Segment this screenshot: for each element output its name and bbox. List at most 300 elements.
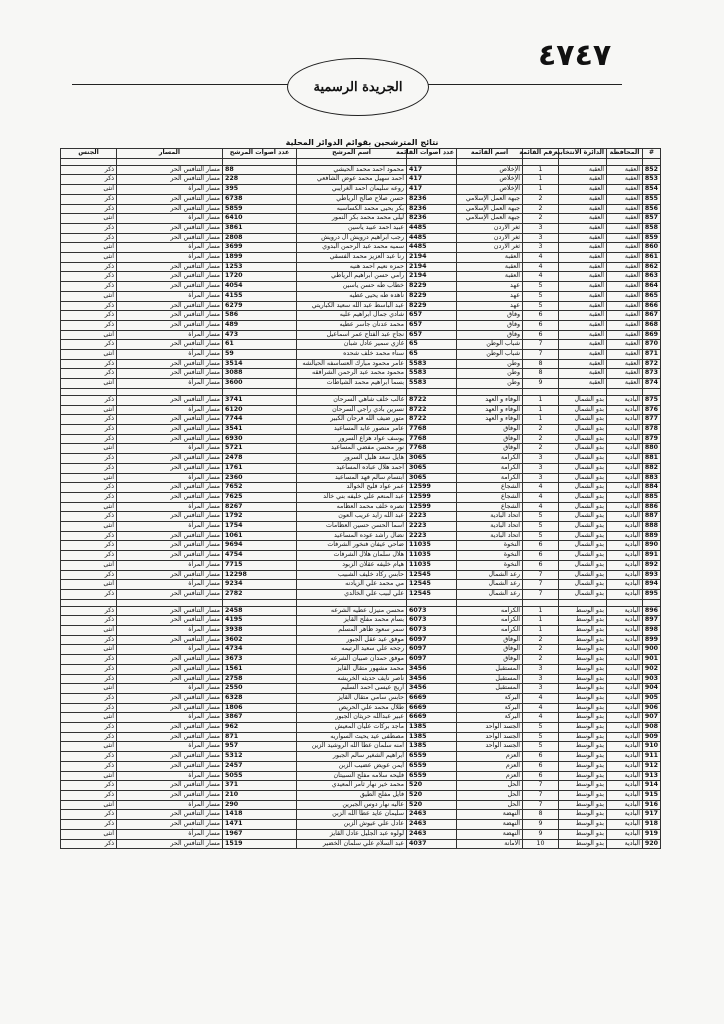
table-cell: الوفاق xyxy=(457,655,523,665)
table-cell: بدو الوسط xyxy=(559,781,607,791)
table-cell: مسار المرأة xyxy=(117,829,223,839)
table-cell: البادية xyxy=(607,839,643,849)
table-cell: بدو الشمال xyxy=(559,444,607,454)
table-row xyxy=(61,262,661,272)
table-cell: 657 xyxy=(407,320,457,330)
table-cell: 4 xyxy=(523,492,559,502)
table-cell: 884 xyxy=(643,483,661,493)
table-cell: 5 xyxy=(523,291,559,301)
table-cell: مسار التنافس الحر xyxy=(117,320,223,330)
table-cell: 7 xyxy=(523,791,559,801)
table-row xyxy=(61,405,661,415)
table-cell: 3938 xyxy=(223,626,297,636)
table-cell: ذكر xyxy=(61,424,117,434)
table-cell: روعه سليمان احمد الغرايبي xyxy=(297,185,407,195)
table-cell: انثى xyxy=(61,645,117,655)
table-cell: 3673 xyxy=(223,655,297,665)
table-cell: 6 xyxy=(523,560,559,570)
table-cell: 913 xyxy=(643,771,661,781)
table-cell: البادية xyxy=(607,502,643,512)
table-cell: البادية xyxy=(607,693,643,703)
table-cell: بدو الشمال xyxy=(559,405,607,415)
table-cell: مسار التنافس الحر xyxy=(117,395,223,405)
table-cell: 3065 xyxy=(407,473,457,483)
table-cell: 7 xyxy=(523,580,559,590)
table-cell: شادي جمال ابراهيم عليه xyxy=(297,311,407,321)
table-cell: 9694 xyxy=(223,541,297,551)
table-cell: مسار التنافس الحر xyxy=(117,839,223,849)
table-cell: 904 xyxy=(643,684,661,694)
table-cell: المستقبل xyxy=(457,684,523,694)
table-row xyxy=(61,444,661,454)
table-cell: 2758 xyxy=(223,674,297,684)
table-cell: 12599 xyxy=(407,483,457,493)
table-cell: البادية xyxy=(607,742,643,752)
table-cell: بدو الوسط xyxy=(559,761,607,771)
table-cell: مسار المرأة xyxy=(117,713,223,723)
table-cell: انثى xyxy=(61,379,117,389)
table-cell: العقبة xyxy=(559,340,607,350)
table-cell: الوفاق xyxy=(457,635,523,645)
table-cell: بدو الوسط xyxy=(559,655,607,665)
table-cell: 2463 xyxy=(407,829,457,839)
table-cell: فليحه سلامه مفلح السبيتان xyxy=(297,771,407,781)
table-cell: 3065 xyxy=(407,454,457,464)
table-cell: 8 xyxy=(523,359,559,369)
table-cell: انثى xyxy=(61,742,117,752)
table-cell: حابس سامي متقال القايز xyxy=(297,693,407,703)
table-cell: النهضة xyxy=(457,820,523,830)
table-cell: العقبة xyxy=(559,379,607,389)
table-cell: عامر منصور عابد المساعيد xyxy=(297,424,407,434)
table-cell: 889 xyxy=(643,531,661,541)
table-cell: 1385 xyxy=(407,723,457,733)
table-cell: 911 xyxy=(643,752,661,762)
table-cell: بسما ابراهيم محمد الشياطات xyxy=(297,379,407,389)
table-cell: 2782 xyxy=(223,589,297,599)
table-row xyxy=(61,684,661,694)
table-cell: 914 xyxy=(643,781,661,791)
table-cell: البادية xyxy=(607,492,643,502)
table-cell: 6 xyxy=(523,311,559,321)
table-cell: البادية xyxy=(607,761,643,771)
table-cell: ذكر xyxy=(61,175,117,185)
table-cell: ذكر xyxy=(61,395,117,405)
table-cell: مسار المرأة xyxy=(117,253,223,263)
table-cell: 2 xyxy=(523,194,559,204)
table-cell: 9 xyxy=(523,829,559,839)
table-cell: الوفاق xyxy=(457,424,523,434)
table-cell: 1561 xyxy=(223,664,297,674)
table-row xyxy=(61,541,661,551)
table-cell: 905 xyxy=(643,693,661,703)
table-cell: انثى xyxy=(61,522,117,532)
table-cell: انثى xyxy=(61,829,117,839)
table-cell: محسن منيزل عطيه الشرعه xyxy=(297,606,407,616)
table-cell: ضاحي عيفان فنخور الشرفات xyxy=(297,541,407,551)
table-cell: عبد الباسط عبد الله سعيد الكباريتي xyxy=(297,301,407,311)
table-cell: الوفاق xyxy=(457,434,523,444)
table-cell: البركة xyxy=(457,693,523,703)
table-row xyxy=(61,320,661,330)
table-cell: النهضة xyxy=(457,810,523,820)
table-cell: 228 xyxy=(223,175,297,185)
table-cell: الكرامه xyxy=(457,626,523,636)
table-cell: العقبة xyxy=(559,243,607,253)
table-row xyxy=(61,483,661,493)
table-cell: البركة xyxy=(457,703,523,713)
table-cell: ثغر الاردن xyxy=(457,243,523,253)
table-cell: نجاح عبد الفتاح عمر اسماعيل xyxy=(297,330,407,340)
table-row xyxy=(61,311,661,321)
table-cell: بدو الشمال xyxy=(559,502,607,512)
table-cell: ذكر xyxy=(61,839,117,849)
table-cell: البادية xyxy=(607,791,643,801)
table-cell: العقبة xyxy=(559,272,607,282)
table-cell: مي محمد علي الزيادنه xyxy=(297,580,407,590)
table-cell: 856 xyxy=(643,204,661,214)
table-cell: مسار المرأة xyxy=(117,473,223,483)
table-cell: 2 xyxy=(523,214,559,224)
table-cell: 3514 xyxy=(223,359,297,369)
table-cell: 857 xyxy=(643,214,661,224)
table-cell: رامي حسن ابراهيم الرياطي xyxy=(297,272,407,282)
table-cell: خطاب طه حسن ياسين xyxy=(297,282,407,292)
table-cell: 907 xyxy=(643,713,661,723)
table-cell: انثى xyxy=(61,502,117,512)
table-cell: 290 xyxy=(223,800,297,810)
table-cell: المستقبل xyxy=(457,674,523,684)
table-cell: 8229 xyxy=(407,282,457,292)
table-cell: مسار التنافس الحر xyxy=(117,369,223,379)
table-cell: 892 xyxy=(643,560,661,570)
table-cell: 9 xyxy=(523,820,559,830)
table-cell: 59 xyxy=(223,350,297,360)
table-cell: 4 xyxy=(523,253,559,263)
table-cell: 6559 xyxy=(407,752,457,762)
table-cell: العقبة xyxy=(607,185,643,195)
table-cell: عاليه نهار دوس الجبرين xyxy=(297,800,407,810)
table-cell: فايل مفلح الطيق xyxy=(297,791,407,801)
table-cell: 7768 xyxy=(407,444,457,454)
table-cell: ذكر xyxy=(61,693,117,703)
table-cell: 5055 xyxy=(223,771,297,781)
table-cell: 8236 xyxy=(407,194,457,204)
table-cell: العقبة xyxy=(607,330,643,340)
table-cell: مسار المرأة xyxy=(117,645,223,655)
table-cell: 3 xyxy=(523,684,559,694)
table-cell: ذكر xyxy=(61,723,117,733)
table-cell: الشجاع xyxy=(457,492,523,502)
table-cell: 5 xyxy=(523,531,559,541)
table-cell: رجب ابراهيم درويش ال درويش xyxy=(297,233,407,243)
gazette-masthead xyxy=(287,58,429,116)
table-cell: 2550 xyxy=(223,684,297,694)
table-row xyxy=(61,434,661,444)
table-cell: مسار المرأة xyxy=(117,243,223,253)
table-cell: مسار التنافس الحر xyxy=(117,655,223,665)
results-table xyxy=(60,148,661,849)
table-cell: 12298 xyxy=(223,570,297,580)
table-cell: 7 xyxy=(523,350,559,360)
table-cell: 3 xyxy=(523,243,559,253)
table-cell: 5 xyxy=(523,512,559,522)
table-cell: 5 xyxy=(523,732,559,742)
table-cell: انثى xyxy=(61,684,117,694)
table-cell: 900 xyxy=(643,645,661,655)
table-cell: مسار المرأة xyxy=(117,742,223,752)
table-cell: بدو الشمال xyxy=(559,463,607,473)
table-cell: 866 xyxy=(643,301,661,311)
table-cell: العقبة xyxy=(607,272,643,282)
table-cell: ابتسام سالم فهد المساعيد xyxy=(297,473,407,483)
table-cell: مسار التنافس الحر xyxy=(117,791,223,801)
table-cell: العقبة xyxy=(559,369,607,379)
table-cell: عبد السلام علي سلمان الخضير xyxy=(297,839,407,849)
table-cell: جبهة العمل الإسلامي xyxy=(457,194,523,204)
table-cell: ثغر الاردن xyxy=(457,223,523,233)
table-cell: العقبة xyxy=(559,311,607,321)
table-cell: المستقبل xyxy=(457,664,523,674)
table-cell: العقبة xyxy=(559,233,607,243)
table-row xyxy=(61,655,661,665)
table-cell: العقبة xyxy=(559,291,607,301)
table-cell: محمود احمد محمد الحيشي xyxy=(297,165,407,175)
table-cell: البادية xyxy=(607,483,643,493)
table-cell: ذكر xyxy=(61,655,117,665)
table-cell: مسار التنافس الحر xyxy=(117,551,223,561)
table-cell: نضال راشد عوده المساعيد xyxy=(297,531,407,541)
table-cell: محمود محمد عبد الرحمن الشرافقه xyxy=(297,369,407,379)
table-row xyxy=(61,165,661,175)
table-cell: العقبة xyxy=(559,253,607,263)
table-cell: العقبة xyxy=(607,262,643,272)
table-cell: ذكر xyxy=(61,589,117,599)
table-cell: العقبة xyxy=(559,359,607,369)
table-cell: 877 xyxy=(643,415,661,425)
table-row xyxy=(61,742,661,752)
table-cell: 6669 xyxy=(407,703,457,713)
table-row xyxy=(61,359,661,369)
table-cell: عبد المنعم علي خليفه بني خالد xyxy=(297,492,407,502)
table-cell: 2458 xyxy=(223,606,297,616)
table-cell: العقبة xyxy=(457,272,523,282)
table-row xyxy=(61,194,661,204)
table-cell: 8 xyxy=(523,810,559,820)
table-cell: اتحاد البادية xyxy=(457,522,523,532)
table-cell: مسار المرأة xyxy=(117,405,223,415)
table-cell: 2463 xyxy=(407,820,457,830)
table-row xyxy=(61,820,661,830)
table-cell: البادية xyxy=(607,684,643,694)
table-cell: مسار التنافس الحر xyxy=(117,752,223,762)
table-cell: بدو الشمال xyxy=(559,512,607,522)
table-cell: بدو الشمال xyxy=(559,395,607,405)
table-cell: بكر يحيى محمد الكساسبه xyxy=(297,204,407,214)
table-cell: البادية xyxy=(607,463,643,473)
table-cell: البادية xyxy=(607,454,643,464)
table-cell: وطن xyxy=(457,379,523,389)
table-cell: 859 xyxy=(643,233,661,243)
table-cell: الحل xyxy=(457,791,523,801)
table-row xyxy=(61,723,661,733)
table-row xyxy=(61,560,661,570)
table-cell: 6410 xyxy=(223,214,297,224)
table-cell: 3 xyxy=(523,223,559,233)
table-cell: رجحه علي سعيد الرتيمه xyxy=(297,645,407,655)
table-row xyxy=(61,454,661,464)
table-cell: 5721 xyxy=(223,444,297,454)
table-cell: 885 xyxy=(643,492,661,502)
table-cell: النهضة xyxy=(457,829,523,839)
table-cell: 1 xyxy=(523,185,559,195)
table-cell: 3861 xyxy=(223,223,297,233)
table-row xyxy=(61,175,661,185)
table-cell: مسار المرأة xyxy=(117,800,223,810)
table-cell: 2194 xyxy=(407,262,457,272)
table-cell: 897 xyxy=(643,616,661,626)
table-cell: النخوة xyxy=(457,551,523,561)
table-cell: 871 xyxy=(223,732,297,742)
table-row xyxy=(61,810,661,820)
table-cell: 4485 xyxy=(407,233,457,243)
table-cell: 3741 xyxy=(223,395,297,405)
table-cell: 417 xyxy=(407,175,457,185)
table-cell: بدو الشمال xyxy=(559,560,607,570)
table-cell: 869 xyxy=(643,330,661,340)
table-cell: متور ضيف الله فرحان الكبير xyxy=(297,415,407,425)
table-row xyxy=(61,282,661,292)
table-cell: 899 xyxy=(643,635,661,645)
table-cell: ثغر الاردن xyxy=(457,233,523,243)
table-cell: البادية xyxy=(607,635,643,645)
table-row xyxy=(61,512,661,522)
table-cell: اتحاد البادية xyxy=(457,531,523,541)
table-row xyxy=(61,616,661,626)
table-cell: 61 xyxy=(223,340,297,350)
table-cell: بدو الوسط xyxy=(559,703,607,713)
table-cell: البادية xyxy=(607,473,643,483)
table-cell: البادية xyxy=(607,713,643,723)
table-cell: جبهة العمل الإسلامي xyxy=(457,214,523,224)
table-cell: 3699 xyxy=(223,243,297,253)
table-cell: 3602 xyxy=(223,635,297,645)
table-cell: 862 xyxy=(643,262,661,272)
table-row xyxy=(61,424,661,434)
table-cell: البادية xyxy=(607,820,643,830)
table-cell: 957 xyxy=(223,742,297,752)
table-cell: العقبة xyxy=(607,282,643,292)
table-cell: 520 xyxy=(407,791,457,801)
table-cell: ذكر xyxy=(61,761,117,771)
table-cell: 8267 xyxy=(223,502,297,512)
table-row xyxy=(61,664,661,674)
table-cell: 4 xyxy=(523,262,559,272)
table-row xyxy=(61,301,661,311)
table-cell: ذكر xyxy=(61,752,117,762)
table-cell: بدو الوسط xyxy=(559,723,607,733)
table-cell: محمد عدنان جاسر عطيه xyxy=(297,320,407,330)
table-cell: 4195 xyxy=(223,616,297,626)
table-cell: ذكر xyxy=(61,223,117,233)
table-cell: 4485 xyxy=(407,223,457,233)
table-cell: بدو الوسط xyxy=(559,626,607,636)
table-cell: 4037 xyxy=(407,839,457,849)
table-row xyxy=(61,502,661,512)
table-cell: العقبة xyxy=(559,194,607,204)
table-row xyxy=(61,253,661,263)
table-cell: 6738 xyxy=(223,194,297,204)
table-cell: بدو الشمال xyxy=(559,454,607,464)
table-cell: 8722 xyxy=(407,415,457,425)
table-cell: 2194 xyxy=(407,272,457,282)
header-row xyxy=(61,149,661,159)
table-cell: مسار التنافس الحر xyxy=(117,693,223,703)
table-cell: رنا عبد العزيز محمد الفسقي xyxy=(297,253,407,263)
table-cell: بدو الوسط xyxy=(559,713,607,723)
table-cell: مسار التنافس الحر xyxy=(117,233,223,243)
table-row xyxy=(61,829,661,839)
table-cell: مسار التنافس الحر xyxy=(117,674,223,684)
table-cell: الأمانة xyxy=(457,839,523,849)
table-cell: 858 xyxy=(643,223,661,233)
table-cell: ذكر xyxy=(61,415,117,425)
table-cell: البادية xyxy=(607,405,643,415)
table-cell: ناهده طه يحيى غطيه xyxy=(297,291,407,301)
table-cell: 861 xyxy=(643,253,661,263)
table-cell: بدو الوسط xyxy=(559,800,607,810)
table-cell: ذكر xyxy=(61,674,117,684)
table-cell: وطن xyxy=(457,359,523,369)
table-row xyxy=(61,732,661,742)
table-cell: ايمن عويض عضيب الزبن xyxy=(297,761,407,771)
table-row xyxy=(61,580,661,590)
table-cell: الجسد الواحد xyxy=(457,723,523,733)
table-cell: 2 xyxy=(523,635,559,645)
table-cell: 417 xyxy=(407,165,457,175)
group-separator xyxy=(61,158,661,165)
table-cell: 1754 xyxy=(223,522,297,532)
table-cell: 657 xyxy=(407,311,457,321)
table-cell: 2463 xyxy=(407,810,457,820)
table-cell: البادية xyxy=(607,645,643,655)
table-cell: 881 xyxy=(643,454,661,464)
table-cell: امنه سلمان عطا الله الروشيد الزين xyxy=(297,742,407,752)
table-cell: 1899 xyxy=(223,253,297,263)
table-cell: بدو الشمال xyxy=(559,551,607,561)
table-cell: مسار المرأة xyxy=(117,502,223,512)
table-cell: 12599 xyxy=(407,502,457,512)
table-cell: مسار المرأة xyxy=(117,580,223,590)
table-cell: 4 xyxy=(523,272,559,282)
table-cell: مسار التنافس الحر xyxy=(117,781,223,791)
table-cell: ذكر xyxy=(61,635,117,645)
table-cell: 2360 xyxy=(223,473,297,483)
table-cell: 920 xyxy=(643,839,661,849)
table-cell: 883 xyxy=(643,473,661,483)
table-cell: 88 xyxy=(223,165,297,175)
table-cell: 4734 xyxy=(223,645,297,655)
table-cell: 395 xyxy=(223,185,297,195)
table-cell: سمر سعود ظاهر المسلم xyxy=(297,626,407,636)
table-cell: مسار المرأة xyxy=(117,560,223,570)
table-cell: العزم xyxy=(457,752,523,762)
table-cell: ذكر xyxy=(61,204,117,214)
table-cell: ذكر xyxy=(61,820,117,830)
table-cell: مسار المرأة xyxy=(117,771,223,781)
table-cell: 2808 xyxy=(223,233,297,243)
table-cell: 3 xyxy=(523,233,559,243)
